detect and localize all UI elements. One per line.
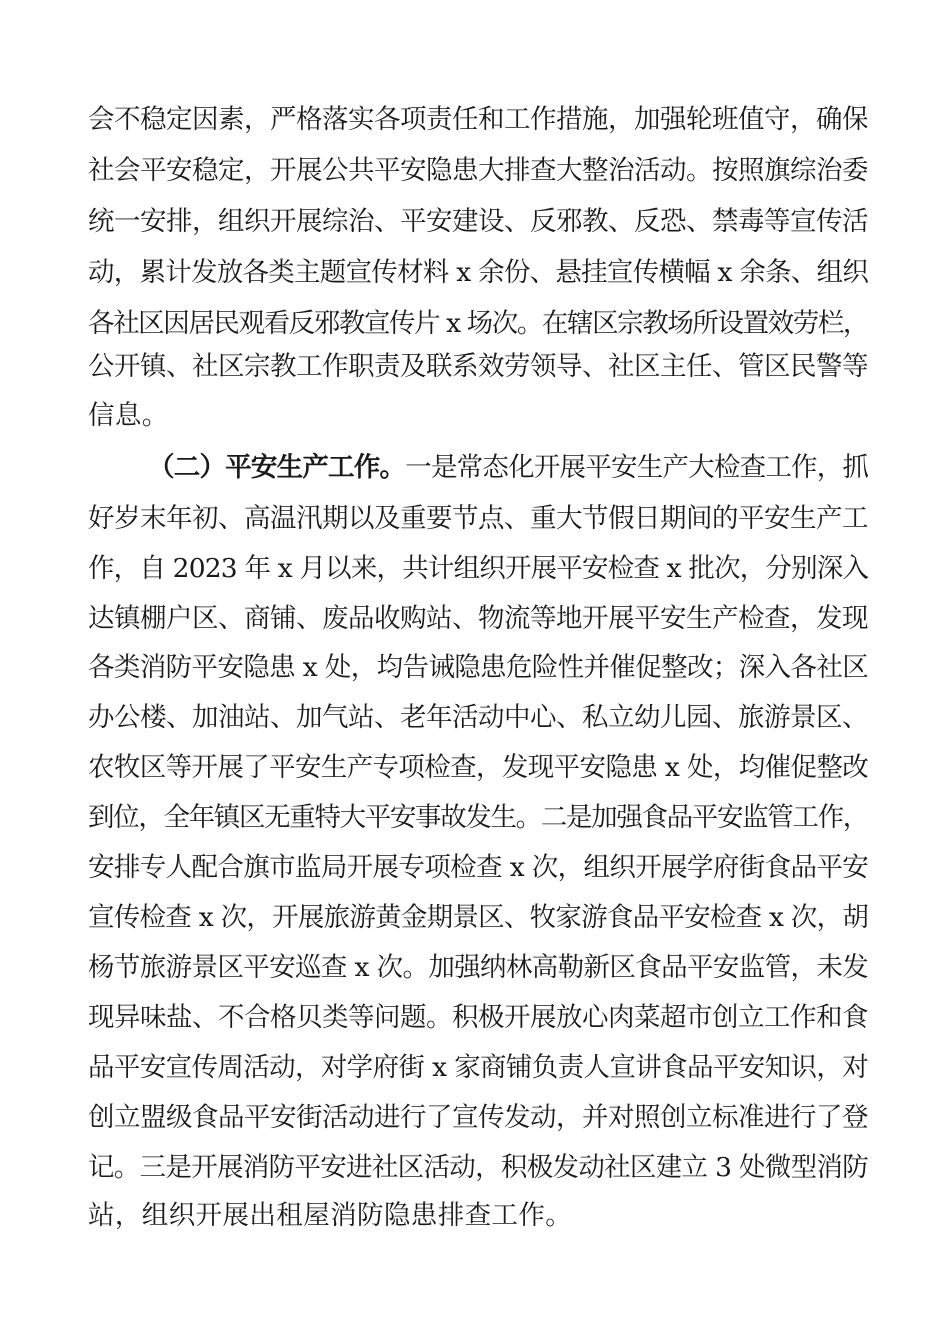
text-line: 统一安排，组织开展综治、平安建设、反邪教、反恐、禁毒等宣传活 (88, 206, 868, 237)
text-line: 会不稳定因素，严格落实各项责任和工作措施，加强轮班值守，确保 (88, 104, 868, 135)
text-line: 动，累计发放各类主题宣传材料 x 余份、悬挂宣传横幅 x 余条、组织 (88, 257, 869, 288)
paragraph-first-line (148, 452, 868, 484)
text-line: 各社区因居民观看反邪教宣传片 x 场次。在辖区宗教场所设置效劳栏， (88, 308, 868, 339)
text-line: 信息。 (88, 400, 169, 431)
text-line: 站，组织开展出租屋消防隐患排查工作。 (88, 1200, 573, 1231)
text-line: 农牧区等开展了平安生产专项检查，发现平安隐患 x 处，均催促整改 (88, 752, 869, 783)
text-line: 好岁末年初、高温汛期以及重要节点、重大节假日期间的平安生产工 (88, 503, 868, 534)
text-line: 宣传检查 x 次，开展旅游黄金期景区、牧家游食品平安检查 x 次，胡 (88, 902, 869, 933)
text-line: 记。三是开展消防平安进社区活动，积极发动社区建立 3 处微型消防 (88, 1152, 869, 1183)
section-heading: （二）平安生产工作。 (148, 452, 406, 483)
text-line: 现异味盐、不合格贝类等问题。积极开展放心肉菜超市创立工作和食 (88, 1002, 868, 1033)
text-line: 社会平安稳定，开展公共平安隐患大排查大整治活动。按照旗综治委 (88, 155, 868, 186)
text-line: 公开镇、社区宗教工作职责及联系效劳领导、社区主任、管区民警等 (88, 351, 868, 382)
text-line: 作，自 2023 年 x 月以来，共计组织开展平安检查 x 批次，分别深入 (88, 553, 869, 584)
text-span: 一是常态化开展平安生产大检查工作，抓 (405, 452, 869, 483)
text-line: 品平安宣传周活动，对学府街 x 家商铺负责人宣讲食品平安知识，对 (88, 1052, 869, 1083)
text-line: 达镇棚户区、商铺、废品收购站、物流等地开展平安生产检查，发现 (88, 603, 868, 634)
text-line: 安排专人配合旗市监局开展专项检查 x 次，组织开展学府街食品平安 (88, 852, 869, 883)
text-line: 创立盟级食品平安街活动进行了宣传发动，并对照创立标准进行了登 (88, 1102, 868, 1133)
text-line: 各类消防平安隐患 x 处，均告诫隐患危险性并催促整改；深入各社区 (88, 652, 869, 683)
text-line: 办公楼、加油站、加气站、老年活动中心、私立幼儿园、旅游景区、 (88, 702, 868, 733)
text-line: 杨节旅游景区平安巡查 x 次。加强纳林高勒新区食品平安监管，未发 (88, 952, 869, 983)
text-line: 到位，全年镇区无重特大平安事故发生。二是加强食品平安监管工作， (88, 802, 868, 833)
